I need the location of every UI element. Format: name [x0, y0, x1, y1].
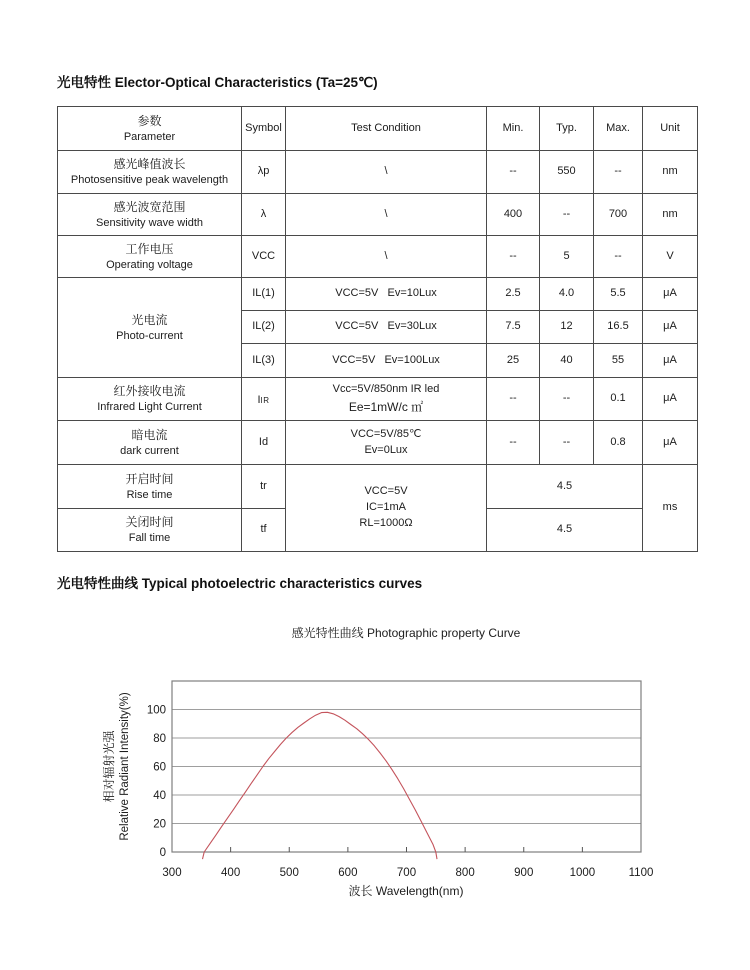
cell-line: VCC=5V Ev=30Lux [335, 320, 437, 333]
table-cell [286, 236, 487, 278]
cell-line: tf [260, 523, 267, 536]
y-tick-label: 80 [153, 733, 166, 745]
table-cell [487, 236, 540, 278]
table-cell [540, 421, 594, 465]
table-cell [540, 344, 594, 378]
header-cell-0 [58, 107, 242, 151]
cell-line: μA [663, 392, 677, 405]
table-cell [487, 151, 540, 194]
cell-line: 5.5 [610, 287, 626, 300]
table-cell [487, 194, 540, 236]
cell-line: 开启时间 [125, 471, 174, 486]
cell-line: IL(3) [252, 353, 275, 366]
cell-line: Symbol [245, 121, 282, 134]
table-cell [58, 421, 242, 465]
cell-line: μA [663, 435, 677, 448]
cell-line: \ [384, 207, 388, 220]
table-cell [487, 378, 540, 421]
cell-line: -- [562, 435, 571, 448]
cell-line: -- [562, 207, 571, 220]
table-cell [487, 278, 540, 311]
cell-line: nm [662, 207, 678, 220]
cell-line: Parameter [123, 130, 176, 143]
table-cell [594, 236, 643, 278]
symbol-subscript: IR [260, 396, 270, 405]
cell-line: -- [509, 165, 517, 178]
cell-line: 感光峰值波长 [113, 157, 186, 172]
table-cell [286, 278, 487, 311]
table-cell [594, 151, 643, 194]
table-cell [594, 278, 643, 311]
table-cell [540, 311, 594, 344]
y-axis-label-en: Relative Radiant Intensity(%) [119, 692, 131, 841]
cell-line: 7.5 [505, 320, 521, 333]
table-cell [487, 311, 540, 344]
table-cell [242, 194, 286, 236]
x-tick-label: 300 [162, 867, 182, 879]
table-cell [242, 278, 286, 311]
cell-line: dark current [120, 444, 179, 457]
cell-line: nm [662, 165, 678, 178]
table-cell [540, 378, 594, 421]
header-cell-1 [242, 107, 286, 151]
photographic-property-curve-chart [0, 622, 750, 922]
table-row [58, 378, 698, 421]
table-cell [487, 465, 643, 509]
cell-line: ms [662, 501, 678, 514]
x-tick-label: 1100 [628, 867, 654, 879]
cell-line: 4.0 [558, 287, 575, 300]
x-tick-label: 800 [455, 867, 475, 879]
x-tick-label: 400 [221, 867, 241, 879]
cell-line: VCC [251, 249, 276, 262]
cell-line: Test Condition [351, 121, 421, 134]
cell-line: 55 [611, 353, 625, 366]
cell-line: Unit [660, 121, 680, 134]
cell-line: 参数 [137, 113, 162, 128]
cell-line: Infrared Light Current [97, 401, 202, 414]
cell-line: Sensitivity wave width [96, 216, 203, 229]
cell-line: μA [663, 320, 677, 333]
table-cell [286, 194, 487, 236]
table-cell [286, 378, 487, 421]
table-cell [242, 236, 286, 278]
cell-line: VCC=5V/85℃ [350, 427, 422, 440]
table-cell [286, 311, 487, 344]
table-cell [487, 421, 540, 465]
cell-line: Id [258, 435, 269, 448]
cell-line: 0.8 [610, 435, 626, 448]
table-cell [594, 378, 643, 421]
cell-line: 400 [503, 207, 523, 220]
cell-line: 700 [608, 207, 628, 220]
cell-line: λp [257, 165, 270, 178]
y-axis-label-cn: 相对辐射光强 [102, 730, 116, 803]
table-cell [58, 236, 242, 278]
table-row [58, 278, 698, 311]
cell-line: Min. [502, 121, 524, 134]
cell-line: VCC=5V Ev=100Lux [332, 353, 440, 366]
cell-line: 暗电流 [131, 427, 168, 442]
cell-line: \ [384, 249, 388, 262]
x-tick-label: 1000 [569, 867, 596, 879]
cell-line: Max. [606, 121, 630, 134]
table-cell [242, 421, 286, 465]
cell-line: 红外接收电流 [113, 384, 186, 399]
table-cell [594, 311, 643, 344]
cell-line: μA [663, 287, 677, 300]
table-cell [643, 344, 698, 378]
cell-line: 0.1 [610, 392, 626, 405]
table-body [58, 151, 698, 552]
y-tick-label: 20 [153, 818, 166, 831]
table-cell [643, 311, 698, 344]
cell-line: Operating voltage [106, 258, 193, 271]
table-cell [58, 378, 242, 421]
cell-line: 4.5 [556, 523, 573, 536]
table-cell [286, 344, 487, 378]
cell-line: 2.5 [505, 287, 521, 300]
x-tick-label: 700 [396, 867, 417, 879]
cell-line: -- [614, 165, 622, 178]
x-axis-label: 波长 Wavelength(nm) [348, 884, 464, 898]
cell-line: -- [562, 392, 571, 405]
table-cell [242, 509, 286, 552]
cell-line: VCC=5V [364, 485, 408, 498]
header-cell-3 [487, 107, 540, 151]
cell-line: tr [260, 479, 267, 492]
header-cell-6 [643, 107, 698, 151]
table-cell [487, 344, 540, 378]
header-cell-4 [540, 107, 594, 151]
cell-line: 16.5 [607, 320, 629, 333]
table-cell [643, 151, 698, 194]
table-header [58, 107, 698, 151]
spectral-response-curve [203, 712, 438, 859]
table-cell [643, 278, 698, 311]
table-cell [286, 465, 487, 552]
cell-line: 关闭时间 [125, 515, 174, 530]
table-cell [643, 194, 698, 236]
table-cell [58, 151, 242, 194]
cell-line: IL(2) [252, 320, 275, 333]
cell-line: -- [509, 249, 517, 262]
table-cell [540, 236, 594, 278]
table-cell [242, 378, 286, 421]
table-cell [643, 421, 698, 465]
table-header-row [58, 107, 698, 151]
cell-line: Typ. [556, 121, 577, 134]
cell-line: Photo-current [116, 329, 183, 342]
cell-line: 工作电压 [125, 241, 174, 256]
cell-line: 感光波宽范围 [113, 199, 186, 214]
table-cell [286, 151, 487, 194]
table-cell [643, 236, 698, 278]
symbol-text: IIR [257, 394, 270, 406]
cell-line: 550 [557, 165, 576, 178]
header-cell-5 [594, 107, 643, 151]
cell-line: 25 [506, 353, 520, 366]
cell-line: Vcc=5V/850nm IR led [332, 383, 440, 396]
x-tick-label: 900 [514, 867, 534, 879]
cell-line: Photosensitive peak wavelength [70, 174, 229, 187]
cell-line: 光电流 [131, 312, 168, 327]
cell-line: IL(1) [252, 287, 275, 300]
cell-line: VCC=5V Ev=10Lux [335, 287, 437, 300]
table-cell [643, 465, 698, 552]
table-cell [242, 311, 286, 344]
table-cell [540, 194, 594, 236]
cell-line: Ee=1mW/c ㎡ [348, 399, 424, 414]
table-cell [594, 344, 643, 378]
cell-line: -- [614, 249, 622, 262]
cell-line: 12 [560, 320, 573, 333]
y-tick-label: 60 [153, 761, 166, 774]
cell-line: λ [260, 207, 267, 220]
section-title-electro-optical-characteristics: 光电特性 Elector-Optical Characteristics (Ta=25℃) [57, 75, 378, 90]
table-row [58, 465, 698, 509]
table-cell [58, 465, 242, 509]
cell-line: \ [384, 165, 388, 178]
cell-line: μA [663, 353, 677, 366]
cell-line: 40 [560, 353, 573, 366]
table-cell [594, 194, 643, 236]
header-cell-2 [286, 107, 487, 151]
cell-line: -- [509, 435, 517, 448]
x-tick-label: 500 [279, 867, 299, 879]
cell-line: IC=1mA [365, 501, 407, 514]
chart-title: 感光特性曲线 Photographic property Curve [291, 626, 521, 640]
table-cell [58, 278, 242, 378]
cell-line: RL=1000Ω [359, 516, 413, 529]
table-cell [643, 378, 698, 421]
cell-line: Rise time [126, 488, 173, 501]
table-cell [242, 465, 286, 509]
table-cell [242, 344, 286, 378]
table-cell [58, 194, 242, 236]
y-tick-label: 40 [153, 790, 166, 802]
y-tick-label: 100 [146, 704, 166, 717]
cell-line: 4.5 [556, 479, 573, 492]
table-cell [487, 509, 643, 552]
cell-line: Ev=0Lux [364, 443, 408, 456]
table-cell [242, 151, 286, 194]
table-cell [594, 421, 643, 465]
cell-line: Fall time [128, 532, 171, 545]
section-title-characteristic-curves: 光电特性曲线 Typical photoelectric characteristics curves [57, 576, 423, 591]
cell-line: -- [509, 392, 517, 405]
y-tick-label: 0 [159, 847, 166, 859]
table-row [58, 194, 698, 236]
table-cell [286, 421, 487, 465]
table-cell [58, 509, 242, 552]
electro-optical-characteristics-table [57, 106, 698, 552]
table-row [58, 421, 698, 465]
x-tick-label: 600 [338, 867, 358, 879]
table-cell [540, 151, 594, 194]
cell-line: 5 [563, 249, 570, 262]
table-row [58, 236, 698, 278]
table-cell [540, 278, 594, 311]
table-row [58, 151, 698, 194]
cell-line: V [666, 249, 674, 262]
